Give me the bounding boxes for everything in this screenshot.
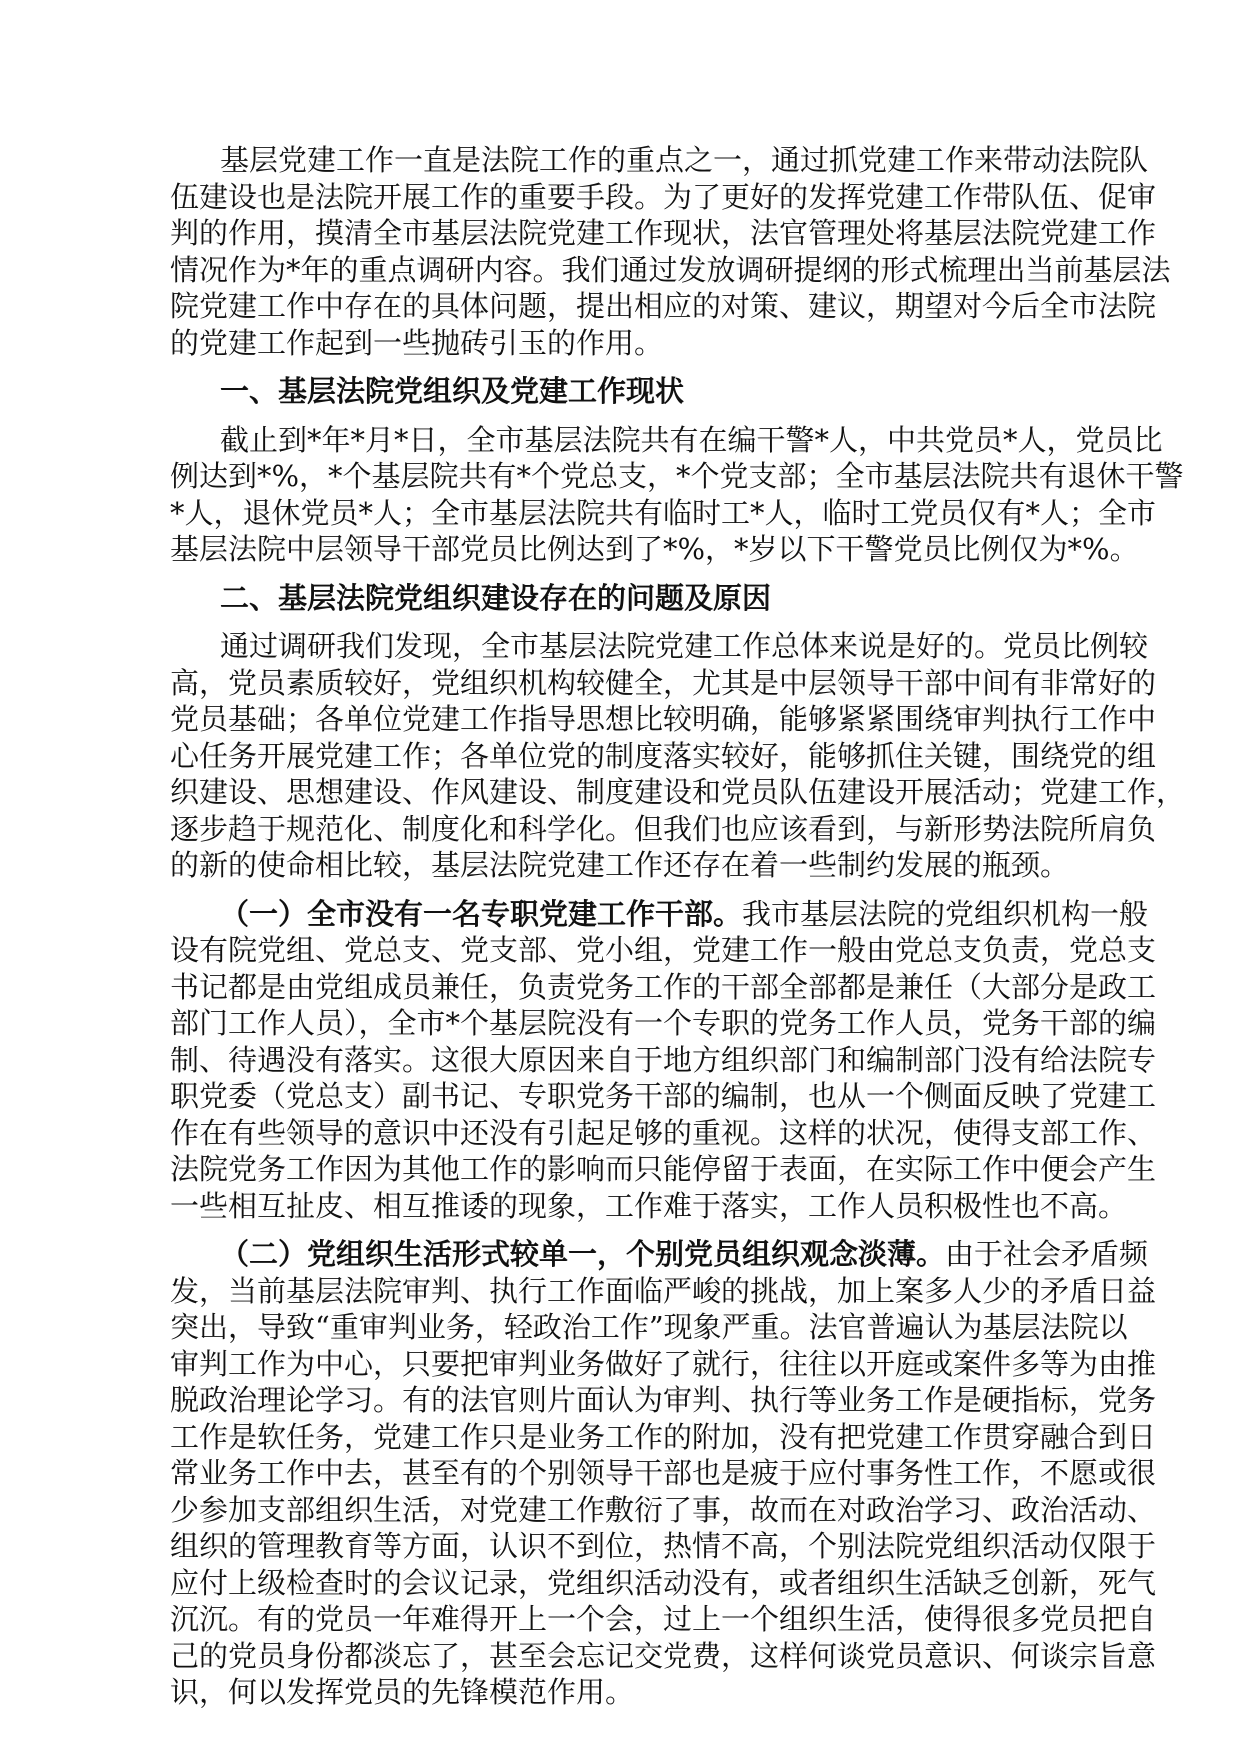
line-text: 发，当前基层法院审判、执行工作面临严峻的挑战，加上案多人少的矛盾日益 (170, 1273, 1157, 1308)
text-line (170, 1601, 1157, 1638)
line-text: 设有院党组、党总支、党支部、党小组，党建工作一般由党总支负责，党总支 (170, 933, 1157, 967)
text-line (170, 1042, 1157, 1079)
line-text: 沉沉。有的党员一年难得开上一个会，过上一个组织生活，使得很多党员把自 (170, 1602, 1157, 1636)
text-line (170, 665, 1157, 702)
text-line (170, 1151, 1157, 1188)
text-line (170, 495, 1157, 532)
line-text: 一、基层法院党组织及党建工作现状 (220, 374, 685, 408)
line-text: 一些相互扯皮、相互推诿的现象，工作难于落实，工作人员积极性也不高。 (170, 1188, 1128, 1223)
text-line (170, 1273, 1157, 1310)
line-text: 书记都是由党组成员兼任，负责党务工作的干部全部都是兼任（大部分是政工 (170, 969, 1157, 1004)
text-line (170, 774, 1186, 811)
text-line (170, 1382, 1157, 1419)
subsection-paragraph (170, 896, 1157, 1225)
text-line (170, 701, 1157, 738)
line-text: 突出，导致“重审判业务，轻政治工作”现象严重。法官普遍认为基层法院以 (170, 1310, 1128, 1344)
line-text: 判的作用，摸清全市基层法院党建工作现状，法官管理处将基层法院党建工作 (170, 216, 1157, 250)
section-heading (170, 580, 1052, 617)
text-line (170, 179, 1157, 216)
line-text: 审判工作为中心，只要把审判业务做好了就行，往往以开庭或案件多等为由推 (170, 1346, 1157, 1381)
text-line (170, 738, 1157, 775)
line-text: 识，何以发挥党员的先锋模范作用。 (170, 1675, 635, 1709)
text-line (170, 288, 1157, 325)
text-line (170, 1309, 1128, 1346)
line-text: 伍建设也是法院开展工作的重要手段。为了更好的发挥党建工作带队伍、促审 (170, 179, 1157, 214)
text-line (170, 1638, 1157, 1675)
line-text: 情况作为*年的重点调研内容。我们通过发放调研提纲的形式梳理出当前基层法 (170, 252, 1171, 287)
line-text: 基层法院中层领导干部党员比例达到了*%，*岁以下干警党员比例仅为*%。 (170, 532, 1139, 566)
line-text: 工作是软任务，党建工作只是业务工作的附加，没有把党建工作贯穿融合到日 (170, 1419, 1157, 1454)
line-text: 作在有些领导的意识中还没有引起足够的重视。这样的状况，使得支部工作、 (170, 1115, 1157, 1150)
text-line (170, 969, 1157, 1006)
line-text: 基层党建工作一直是法院工作的重点之一，通过抓党建工作来带动法院队 (220, 143, 1149, 177)
text-line (170, 325, 1052, 362)
line-text: 通过调研我们发现，全市基层法院党建工作总体来说是好的。党员比例较 (220, 629, 1149, 663)
line-text: 心任务开展党建工作；各单位党的制度落实较好，能够抓住关键，围绕党的组 (170, 738, 1157, 773)
text-line (170, 811, 1157, 848)
line-text: 组织的管理教育等方面，认识不到位，热情不高，个别法院党组织活动仅限于 (170, 1529, 1157, 1563)
text-line (170, 628, 1149, 665)
text-line (170, 1078, 1157, 1115)
subsection-title: （二）党组织生活形式较单一，个别党员组织观念淡薄。 (220, 1237, 946, 1271)
line-text: 少参加支部组织生活，对党建工作敷衍了事，故而在对政治学习、政治活动、 (170, 1492, 1157, 1527)
line-text: 截止到*年*月*日，全市基层法院共有在编干警*人，中共党员*人，党员比 (220, 422, 1163, 457)
text-line (170, 458, 1184, 495)
line-text: 己的党员身份都淡忘了，甚至会忘记交党费，这样何谈党员意识、何谈宗旨意 (170, 1638, 1157, 1673)
line-text: 应付上级检查时的会议记录，党组织活动没有，或者组织生活缺乏创新，死气 (170, 1565, 1157, 1600)
text-line (170, 531, 1139, 568)
section-heading (170, 373, 1052, 410)
line-text: 二、基层法院党组织建设存在的问题及原因 (220, 580, 772, 615)
line-text: 党员基础；各单位党建工作指导思想比较明确，能够紧紧围绕审判执行工作中 (170, 702, 1157, 736)
line-text: 常业务工作中去，甚至有的个别领导干部也是疲于应付事务性工作，不愿或很 (170, 1456, 1157, 1490)
line-text: 的新的使命相比较，基层法院党建工作还存在着一些制约发展的瓶颈。 (170, 848, 1070, 882)
document-body (170, 142, 1186, 1711)
line-text: 法院党务工作因为其他工作的影响而只能停留于表面，在实际工作中便会产生 (170, 1152, 1157, 1186)
text-line (170, 1492, 1157, 1529)
text-line (170, 373, 1052, 410)
subsection-paragraph (170, 1236, 1157, 1711)
line-text: 我市基层法院的党组织机构一般 (742, 896, 1149, 931)
line-text: 由于社会矛盾频 (945, 1237, 1149, 1271)
text-line (170, 896, 1149, 933)
line-text: 部门工作人员），全市*个基层院没有一个专职的党务工作人员，党务干部的编 (170, 1006, 1157, 1040)
text-line (170, 1005, 1157, 1042)
line-text: 高，党员素质较好，党组织机构较健全，尤其是中层领导干部中间有非常好的 (170, 665, 1157, 700)
text-line (170, 1236, 1149, 1273)
line-text: *人，退休党员*人；全市基层法院共有临时工*人，临时工党员仅有*人；全市 (170, 495, 1157, 530)
line-text: 职党委（党总支）副书记、专职党务干部的编制，也从一个侧面反映了党建工 (170, 1079, 1157, 1113)
text-line (170, 1565, 1157, 1602)
text-line (170, 847, 1070, 884)
paragraph (170, 422, 1184, 568)
text-line (170, 1115, 1157, 1152)
paragraph (170, 628, 1186, 884)
text-line (170, 1674, 1052, 1711)
text-line (170, 1419, 1157, 1456)
text-line (170, 1188, 1128, 1225)
line-text: 制、待遇没有落实。这很大原因来自于地方组织部门和编制部门没有给法院专 (170, 1042, 1157, 1077)
line-text: 逐步趋于规范化、制度化和科学化。但我们也应该看到，与新形势法院所肩负 (170, 811, 1157, 846)
line-text: 织建设、思想建设、作风建设、制度建设和党员队伍建设开展活动；党建工作， (170, 775, 1186, 809)
line-text: 院党建工作中存在的具体问题，提出相应的对策、建议，期望对今后全市法院 (170, 289, 1157, 323)
subsection-title: （一）全市没有一名专职党建工作干部。 (220, 896, 743, 931)
text-line (170, 1346, 1157, 1383)
line-text: 例达到*%，*个基层院共有*个党总支，*个党支部；全市基层法院共有退休干警 (170, 459, 1184, 493)
text-line (170, 932, 1157, 969)
text-line (170, 252, 1171, 289)
text-line (170, 422, 1163, 459)
paragraph (170, 142, 1171, 361)
text-line (170, 1528, 1157, 1565)
line-text: 脱政治理论学习。有的法官则片面认为审判、执行等业务工作是硬指标，党务 (170, 1383, 1157, 1417)
text-line (170, 142, 1149, 179)
text-line (170, 215, 1157, 252)
text-line (170, 580, 1052, 617)
line-text: 的党建工作起到一些抛砖引玉的作用。 (170, 325, 664, 360)
text-line (170, 1455, 1157, 1492)
